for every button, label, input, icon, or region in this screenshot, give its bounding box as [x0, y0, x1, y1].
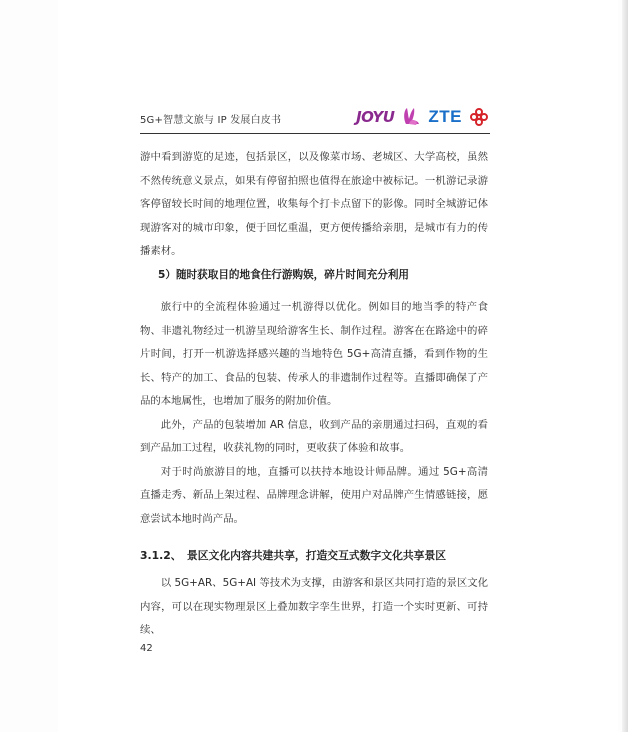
header-rule — [140, 133, 490, 134]
page-edge — [622, 0, 628, 732]
zte-logo: ZTE — [428, 107, 462, 126]
paragraph-5 — [140, 572, 488, 643]
page-number: 42 — [140, 643, 153, 654]
paragraph-text: 以 5G+AR、5G+AI 等技术为支撑，由游客和景区共同打造的景区文化内容，可以在现实物理景区上叠加数字孪生世界，打造一个实时更新、可持续、 — [140, 577, 489, 636]
header-title: 5G+智慧文旅与 IP 发展白皮书 — [140, 115, 282, 126]
section-heading-3-1-2: 3.1.2、 景区文化内容共建共享，打造交互式数字文化共享景区 — [140, 549, 447, 562]
paragraph-text: 此外，产品的包装增加 AR 信息，收到产品的亲朋通过扫码，直观的看到产品加工过程，收获礼物的同时，更收获了体验和故事。 — [140, 418, 488, 454]
rabbit-logo-icon — [400, 106, 422, 128]
paragraph-text: 旅行中的全流程体验通过一机游得以优化。例如目的地当季的特产食物、非遗礼物经过一机游呈现给游客生长、制作过程。游客在在路途中的碎片时间，打开一机游选择感兴趣的当地特色 5G+高清直播，看到作物的生长、特产的加工、食品的包装、传承人的非遗制作过程等。直播即确保了产品的本地属性，也增加了服务的附加价值。 — [140, 301, 488, 407]
subheading-5: 5）随时获取目的地食住行游购娱，碎片时间充分利用 — [158, 269, 410, 281]
paragraph-text: 对于时尚旅游目的地，直播可以扶持本地设计师品牌。通过 5G+高清直播走秀、新品上架过程、品牌理念讲解，使用户对品牌产生情感链接，愿意尝试本地时尚产品。 — [140, 465, 488, 525]
china-unicom-logo-icon — [468, 106, 490, 128]
paragraph-text: 游中看到游览的足迹，包括景区，以及像菜市场、老城区、大学高校，虽然不然传统意义景点，如果有停留拍照也值得在旅途中被标记。一机游记录游客停留较长时间的地理位置，收集每个打卡点留下的影像。同时全城游记体现游客对的城市印象，便于回忆重温，更方便传播给亲朋，是城市有力的传播素材。 — [140, 151, 488, 257]
page-header — [140, 104, 490, 130]
header-logos — [356, 104, 490, 130]
joyu-logo: JOYU — [356, 108, 395, 126]
paragraph-2 — [140, 296, 488, 531]
paragraph-1 — [140, 146, 488, 264]
